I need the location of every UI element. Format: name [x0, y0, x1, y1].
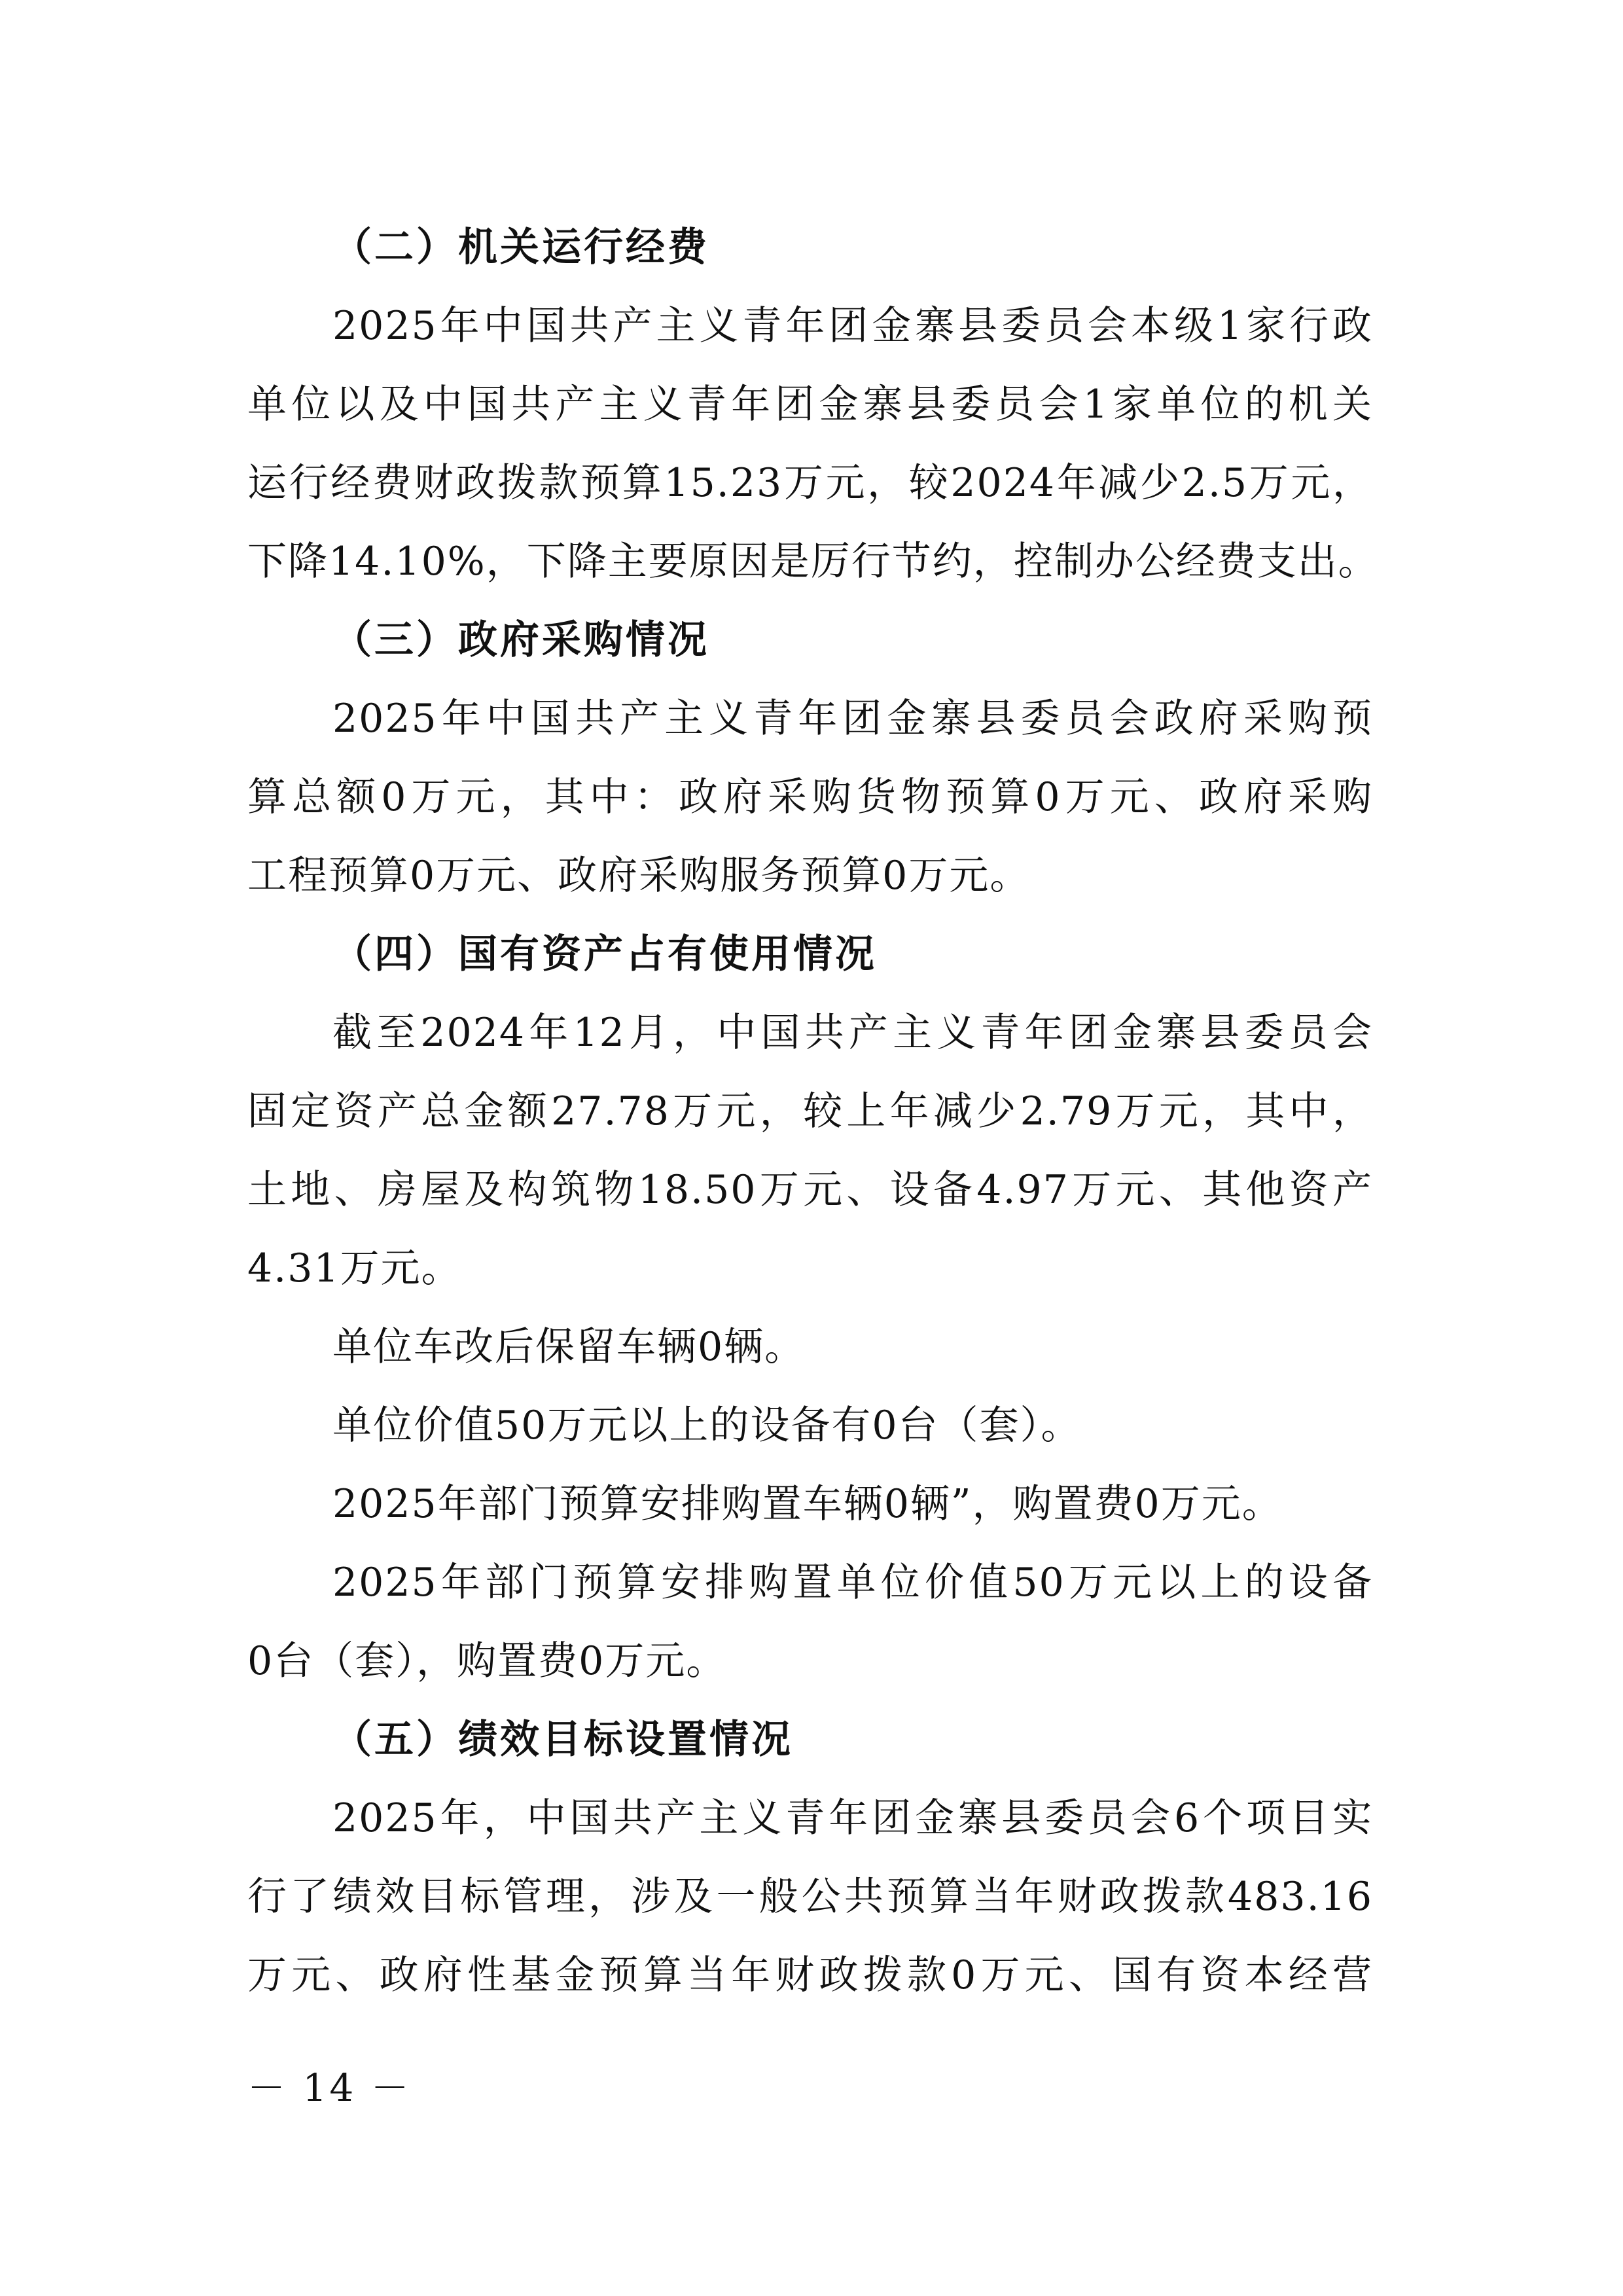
paragraph-line: 万元、政府性基金预算当年财政拨款0万元、国有资本经营: [247, 1952, 1373, 1998]
paragraph-line: 工程预算0万元、政府采购服务预算0万元。: [247, 853, 1031, 899]
paragraph-line: 单位以及中国共产主义青年团金寨县委员会1家单位的机关: [247, 382, 1373, 427]
paragraph-line: 2025年部门预算安排购置单位价值50万元以上的设备: [332, 1560, 1373, 1605]
paragraph-line: 4.31万元。: [247, 1246, 462, 1291]
paragraph-line: 0台（套），购置费0万元。: [247, 1638, 727, 1684]
paragraph-line: 下降14.10%，下降主要原因是厉行节约，控制办公经费支出。: [247, 539, 1379, 584]
paragraph-line: 算总额0万元，其中：政府采购货物预算0万元、政府采购: [247, 774, 1373, 820]
paragraph-line: 单位价值50万元以上的设备有0台（套）。: [332, 1403, 1082, 1448]
paragraph-line: 截至2024年12月，中国共产主义青年团金寨县委员会: [332, 1010, 1373, 1056]
section-heading: （五）绩效目标设置情况: [332, 1717, 793, 1763]
paragraph-line: 固定资产总金额27.78万元，较上年减少2.79万元，其中，: [247, 1088, 1373, 1134]
section-heading: （四）国有资产占有使用情况: [332, 931, 877, 977]
paragraph-line: 2025年部门预算安排购置车辆0辆”，购置费0万元。: [332, 1481, 1283, 1527]
paragraph-line: 行了绩效目标管理，涉及一般公共预算当年财政拨款483.16: [247, 1874, 1373, 1920]
paragraph-line: 运行经费财政拨款预算15.23万元，较2024年减少2.5万元，: [247, 460, 1373, 506]
paragraph-line: 2025年中国共产主义青年团金寨县委员会本级1家行政: [332, 303, 1373, 349]
document-body: [247, 208, 1379, 2015]
section-heading: （三）政府采购情况: [332, 617, 709, 663]
paragraph-line: 2025年中国共产主义青年团金寨县委员会政府采购预: [332, 696, 1373, 742]
section-heading: （二）机关运行经费: [332, 224, 709, 270]
paragraph-line: 土地、房屋及构筑物18.50万元、设备4.97万元、其他资产: [247, 1167, 1373, 1213]
paragraph-line: 单位车改后保留车辆0辆。: [332, 1324, 806, 1370]
paragraph-line: 2025年，中国共产主义青年团金寨县委员会6个项目实: [332, 1795, 1373, 1841]
page-number: － 14 －: [247, 2066, 412, 2110]
